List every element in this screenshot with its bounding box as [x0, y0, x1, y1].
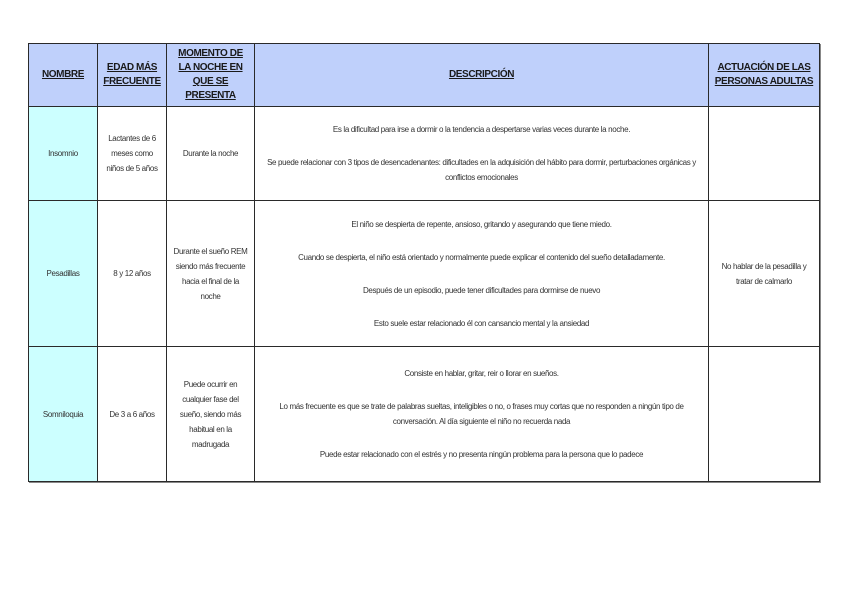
- cell-nombre: Somniloquia: [29, 347, 98, 482]
- header-edad: EDAD MÁS FRECUENTE: [98, 44, 167, 107]
- description-paragraph: Esto suele estar relacionado él con cansancio mental y la ansiedad: [373, 318, 590, 328]
- cell-edad: Lactantes de 6 meses como niños de 5 años: [98, 107, 167, 201]
- description-paragraph: Lo más frecuente es que se trate de palabras sueltas, inteligibles o no, o frases muy cortas que no responden a ningún tipo de conversación. Al día siguiente el niño no recuerda nada: [279, 402, 684, 426]
- description-paragraph: Consiste en hablar, gritar, reir o llorar en sueños.: [404, 369, 559, 378]
- header-nombre: NOMBRE: [29, 44, 98, 107]
- cell-momento: Puede ocurrir en cualquier fase del sueño, siendo más habitual en la madrugada: [167, 347, 255, 482]
- table-row: [29, 347, 820, 482]
- description-paragraph: Después de un episodio, puede tener dificultades para dormirse de nuevo: [362, 285, 601, 295]
- description-paragraph: Cuando se despierta, el niño está orientado y normalmente puede explicar el contenido del sueño detalladamente.: [298, 252, 665, 262]
- cell-actuacion: No hablar de la pesadilla y tratar de calmarlo: [709, 201, 820, 347]
- header-actuacion: ACTUACIÓN DE LAS PERSONAS ADULTAS: [709, 44, 820, 107]
- cell-actuacion: [709, 107, 820, 201]
- cell-nombre: Insomnio: [29, 107, 98, 201]
- sleep-disorders-table: [28, 43, 820, 482]
- cell-nombre: Pesadillas: [29, 201, 98, 347]
- description-paragraph: Puede estar relacionado con el estrés y no presenta ningún problema para la persona que lo padece: [319, 450, 644, 459]
- cell-edad: De 3 a 6 años: [98, 347, 167, 482]
- table-row: [29, 201, 820, 347]
- header-momento: MOMENTO DE LA NOCHE EN QUE SE PRESENTA: [167, 44, 255, 107]
- description-paragraph: Es la dificultad para irse a dormir o la tendencia a despertarse varias veces durante la noche.: [332, 125, 631, 134]
- description-paragraph: El niño se despierta de repente, ansioso, gritando y asegurando que tiene miedo.: [351, 219, 612, 229]
- description-paragraph: Se puede relacionar con 3 tipos de desencadenantes: dificultades en la adquisición del hábito para dormir, perturbaciones orgánicas y conflictos emocionales: [267, 158, 696, 182]
- table-row: [29, 107, 820, 201]
- header-row: [29, 44, 820, 107]
- cell-edad: 8 y 12 años: [98, 201, 167, 347]
- cell-momento: Durante la noche: [167, 107, 255, 201]
- cell-descripcion: [255, 201, 709, 347]
- cell-momento: Durante el sueño REM siendo más frecuente hacia el final de la noche: [167, 201, 255, 347]
- cell-descripcion: [255, 347, 709, 482]
- cell-actuacion: [709, 347, 820, 482]
- header-descripcion: DESCRIPCIÓN: [255, 44, 709, 107]
- cell-descripcion: [255, 107, 709, 201]
